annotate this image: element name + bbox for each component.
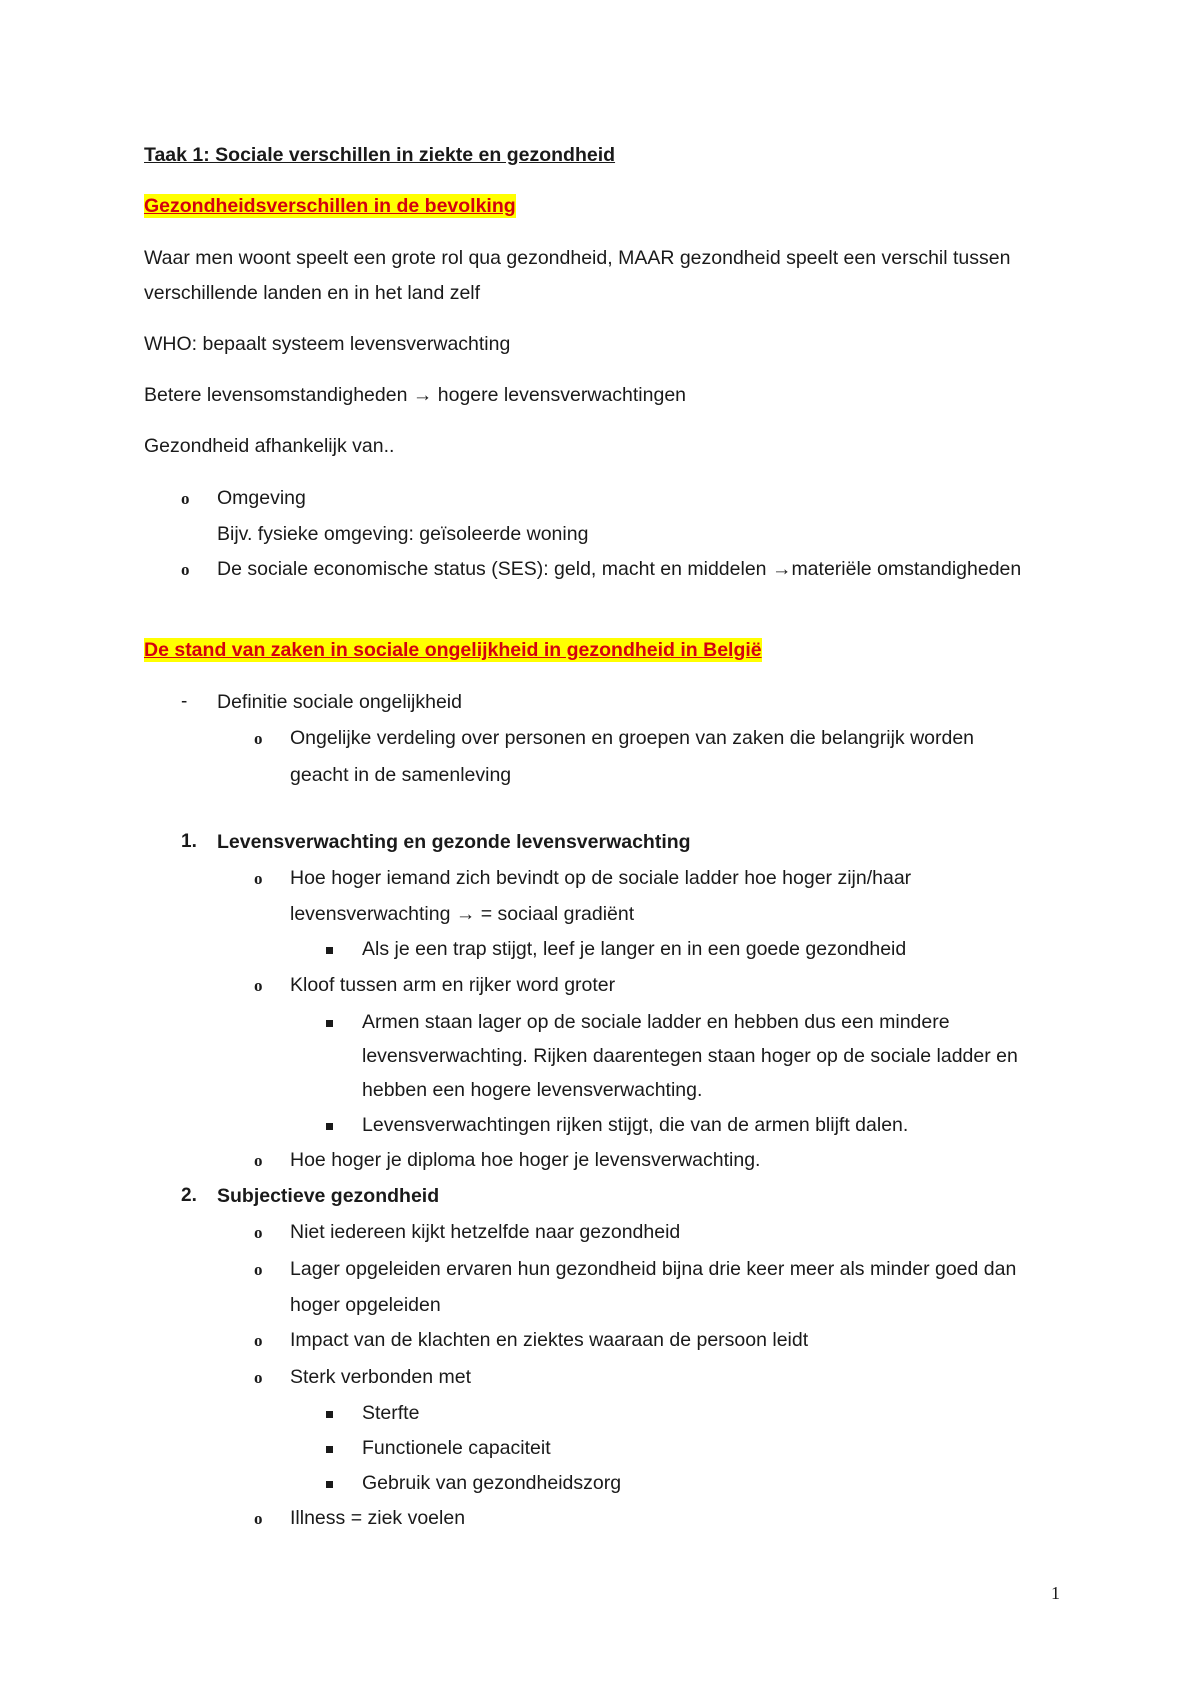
list-item: Omgeving [217, 487, 306, 509]
square-bullet [326, 1113, 333, 1137]
list-item: levensverwachting → = sociaal gradiënt [290, 903, 635, 925]
bullet-marker: o [254, 729, 263, 748]
list-number: 2. [181, 1185, 197, 1206]
list-item: Impact van de klachten en ziektes waaraan de persoon leidt [290, 1329, 809, 1351]
bullet-marker: o [181, 489, 190, 508]
paragraph-line: Waar men woont speelt een grote rol qua gezondheid, MAAR gezondheid speelt een verschil tussen [144, 247, 1011, 269]
dash-marker: - [181, 691, 188, 712]
bullet-marker: o [254, 1151, 263, 1170]
list-item: Armen staan lager op de sociale ladder en hebben dus een mindere [362, 1011, 950, 1033]
list-item: Niet iedereen kijkt hetzelfde naar gezondheid [290, 1221, 681, 1243]
list-number: 1. [181, 831, 197, 852]
list-item: Functionele capaciteit [362, 1437, 551, 1459]
square-bullet [326, 1401, 333, 1425]
bullet-marker: o [254, 869, 263, 888]
bullet-marker: o [254, 1260, 263, 1279]
square-bullet [326, 1436, 333, 1460]
bullet-marker: o [254, 1331, 263, 1350]
bullet-marker: o [181, 560, 190, 579]
list-item: hoger opgeleiden [290, 1294, 441, 1316]
square-bullet [326, 937, 333, 961]
paragraph-health-depends: Gezondheid afhankelijk van.. [144, 435, 395, 457]
list-item: Kloof tussen arm en rijker word groter [290, 974, 616, 996]
list-item: Als je een trap stijgt, leef je langer en in een goede gezondheid [362, 938, 907, 960]
list-item: Lager opgeleiden ervaren hun gezondheid bijna drie keer meer als minder goed dan [290, 1258, 1017, 1280]
list-item-detail: Bijv. fysieke omgeving: geïsoleerde woning [217, 523, 589, 545]
list-item: Sterk verbonden met [290, 1366, 472, 1388]
paragraph-living-conditions: Betere levensomstandigheden → hogere levensverwachtingen [144, 384, 687, 406]
section-heading-health-differences: Gezondheidsverschillen in de bevolking [144, 195, 516, 217]
square-bullet [326, 1471, 333, 1495]
numbered-heading: Subjectieve gezondheid [217, 1185, 440, 1207]
list-item: hebben een hogere levensverwachting. [362, 1079, 703, 1101]
list-item: De sociale economische status (SES): geld, macht en middelen →materiële omstandigheden [217, 558, 1022, 580]
bullet-marker: o [254, 1223, 263, 1242]
numbered-heading: Levensverwachting en gezonde levensverwachting [217, 831, 691, 853]
list-item: Gebruik van gezondheidszorg [362, 1472, 622, 1494]
paragraph-who: WHO: bepaalt systeem levensverwachting [144, 333, 511, 355]
list-item: Sterfte [362, 1402, 420, 1424]
list-item: Ongelijke verdeling over personen en groepen van zaken die belangrijk worden [290, 727, 975, 749]
list-item: levensverwachting. Rijken daarentegen staan hoger op de sociale ladder en [362, 1045, 1018, 1067]
section-heading-social-inequality: De stand van zaken in sociale ongelijkheid in gezondheid in België [144, 639, 762, 661]
document-title: Taak 1: Sociale verschillen in ziekte en gezondheid [144, 144, 616, 166]
list-item: Levensverwachtingen rijken stijgt, die van de armen blijft dalen. [362, 1114, 909, 1136]
bullet-marker: o [254, 976, 263, 995]
bullet-marker: o [254, 1368, 263, 1387]
paragraph-line: verschillende landen en in het land zelf [144, 282, 481, 304]
page-number: 1 [1051, 1583, 1060, 1603]
list-item: Hoe hoger je diploma hoe hoger je levensverwachting. [290, 1149, 761, 1171]
bullet-marker: o [254, 1509, 263, 1528]
list-item: Illness = ziek voelen [290, 1507, 466, 1529]
list-item: geacht in de samenleving [290, 764, 512, 786]
list-item: Definitie sociale ongelijkheid [217, 691, 462, 713]
list-item: Hoe hoger iemand zich bevindt op de sociale ladder hoe hoger zijn/haar [290, 867, 912, 889]
square-bullet [326, 1010, 333, 1034]
